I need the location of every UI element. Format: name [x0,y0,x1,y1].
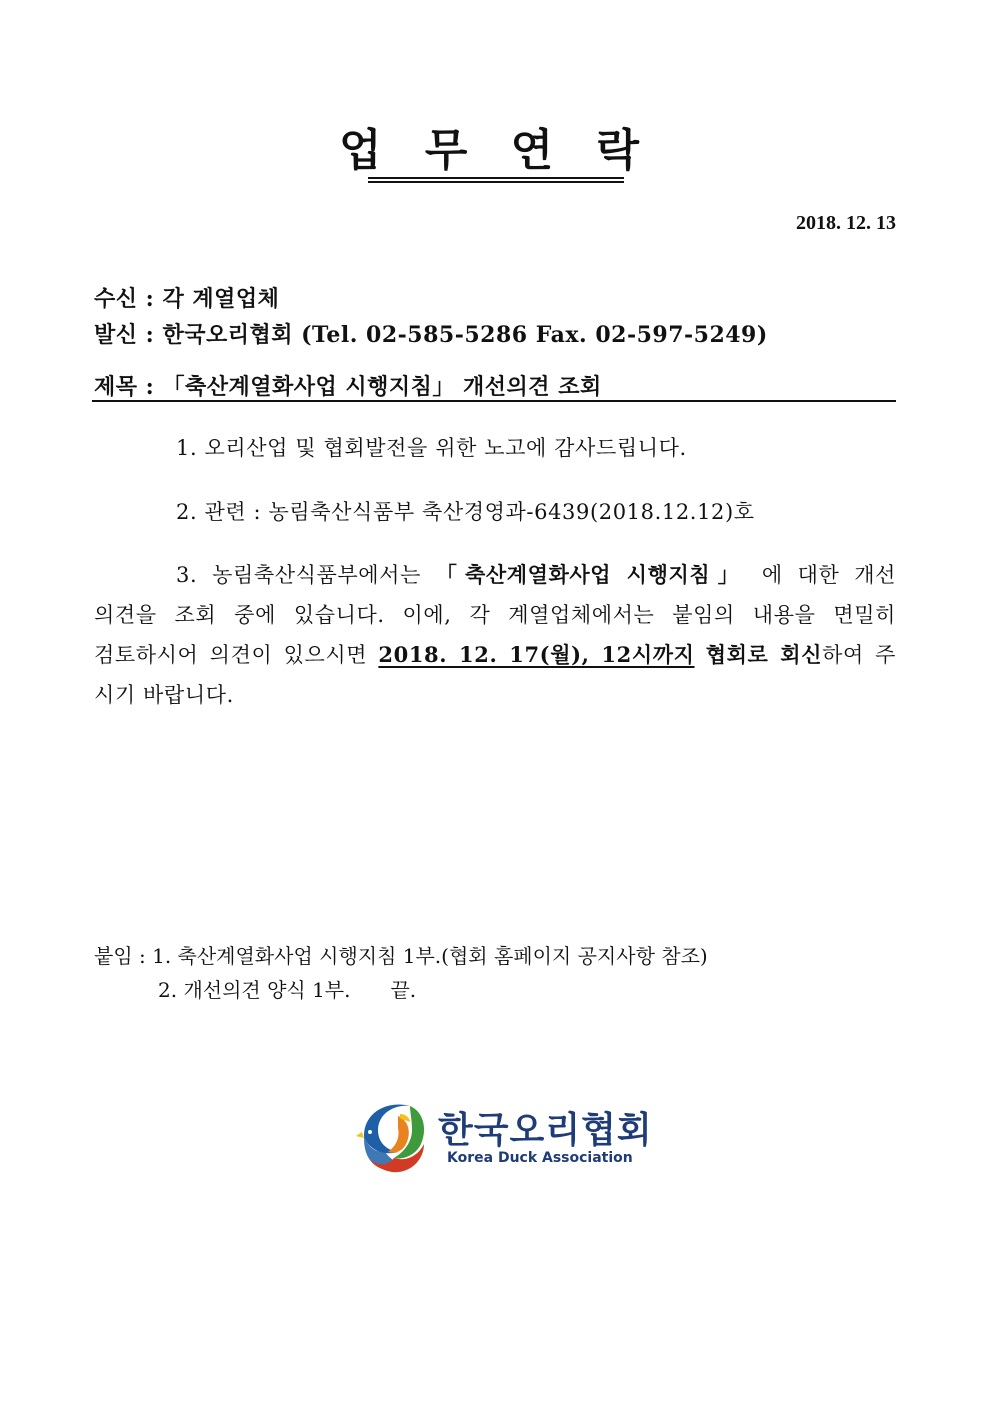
sender-line: 발신 : 한국오리협회 (Tel. 02-585-5286 Fax. 02-597-5249) [94,322,768,348]
paragraph-1: 1. 오리산업 및 협회발전을 위한 노고에 감사드립니다. [176,436,687,460]
title-underline [368,177,624,179]
paragraph-3 [94,555,896,715]
logo-english-text: Korea Duck Association [447,1150,633,1166]
subject-divider [92,400,896,402]
recipient-line: 수신 : 각 계열업체 [94,286,280,312]
title-underline-second [368,181,624,183]
attachment-line-1: 붙임 : 1. 축산계열화사업 시행지침 1부.(협회 홈페이지 공지사항 참조) [94,944,708,968]
paragraph-3-line-4: 시기 바랍니다. [94,683,234,707]
text-segment: 하여 주 [822,643,897,667]
logo-korean-text: 한국오리협회 [438,1110,653,1151]
association-logo [354,1096,653,1176]
paragraph-3-line-2: 의견을 조회 중에 있습니다. 이에, 각 계열업체에서는 붙임의 내용을 면밀히 [94,603,896,627]
subject-line: 제목 : 「축산계열화사업 시행지침」 개선의견 조회 [94,374,602,400]
deadline-underlined: 2018. 12. 17(월), 12시까지 [378,642,695,667]
document-date: 2018. 12. 13 [796,212,896,234]
paragraph-2: 2. 관련 : 농림축산식품부 축산경영과-6439(2018.12.12)호 [176,500,755,524]
end-mark: 끝. [390,978,417,1002]
paragraph-3-line-3 [94,635,896,675]
text-gap [695,643,706,667]
text-segment: 에 대한 개선 [747,563,896,587]
paragraph-3-line-1 [94,555,896,595]
page-title: 업 무 연 락 [339,125,653,176]
duck-logo-icon [354,1096,428,1174]
text-segment: 검토하시어 의견이 있으시면 [94,643,379,667]
attachment-line-2 [158,973,416,1007]
reply-to-association-bold: 협회로 회신 [705,642,823,667]
text-segment: 3. 농림축산식품부에서는 [176,563,436,587]
attachment-2-text: 2. 개선의견 양식 1부. [158,978,351,1002]
guideline-title-bold: 「축산계열화사업 시행지침」 [435,562,747,587]
